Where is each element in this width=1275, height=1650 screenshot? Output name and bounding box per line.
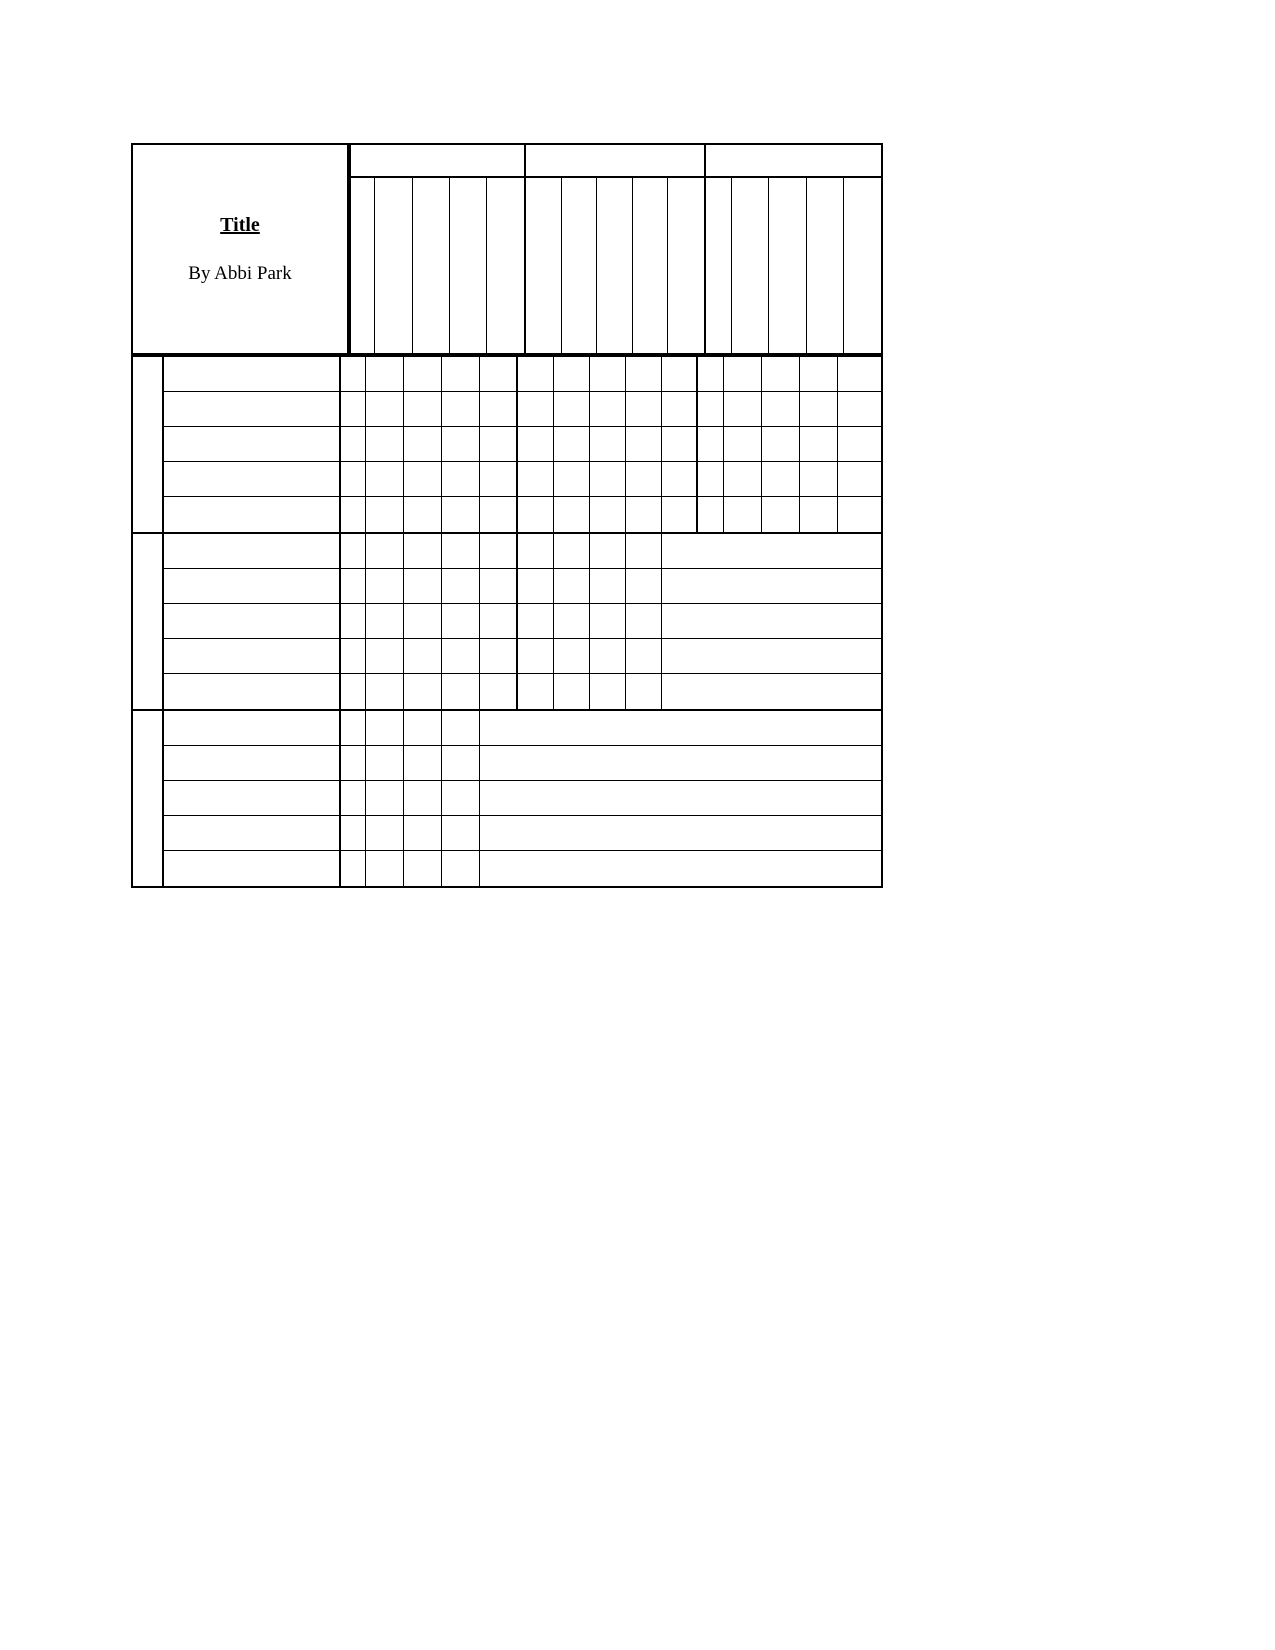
cell[interactable] [366,711,404,745]
cell[interactable] [404,746,442,780]
row-cellgroup-1 [341,746,518,780]
subcolumn-block-1 [349,178,526,355]
cell[interactable] [518,427,554,461]
row-cellgroup-1 [341,462,518,496]
cell[interactable] [480,711,514,745]
row-cellgroup-1 [341,497,518,532]
row-cellgroup-3 [698,392,875,426]
cell[interactable] [518,569,554,603]
cell[interactable] [800,497,838,532]
row-label[interactable] [164,604,341,638]
cell[interactable] [838,497,871,532]
subcolumn-3-5[interactable] [844,178,881,353]
cell[interactable] [404,674,442,709]
table-row[interactable] [164,462,881,497]
cell[interactable] [626,534,662,568]
cell[interactable] [341,674,366,709]
cell[interactable] [404,604,442,638]
cell[interactable] [366,357,404,391]
section-2-side-label[interactable] [133,534,164,709]
cell[interactable] [442,746,480,780]
cell[interactable] [590,604,626,638]
row-cellgroup-3 [698,357,875,391]
row-cellgroup-2 [518,604,698,638]
cell[interactable] [366,604,404,638]
cell[interactable] [480,674,514,709]
cell[interactable] [800,357,838,391]
cell[interactable] [626,392,662,426]
table-row[interactable] [164,357,881,392]
cell[interactable] [341,392,366,426]
cell[interactable] [442,427,480,461]
group-header-strip [349,143,883,178]
cell[interactable] [724,392,762,426]
cell[interactable] [341,746,366,780]
cell[interactable] [442,569,480,603]
cell[interactable] [626,674,662,709]
row-label[interactable] [164,746,341,780]
section-1-side-label[interactable] [133,357,164,532]
cell[interactable] [366,569,404,603]
cell[interactable] [442,357,480,391]
cell[interactable] [626,604,662,638]
cell[interactable] [341,497,366,532]
cell[interactable] [724,427,762,461]
table-section-2 [131,534,883,711]
row-cellgroup-1 [341,604,518,638]
cell[interactable] [480,746,514,780]
cell[interactable] [590,497,626,532]
cell[interactable] [480,427,514,461]
cell[interactable] [590,534,626,568]
cell[interactable] [341,639,366,673]
table-row[interactable] [164,534,881,569]
cell[interactable] [480,392,514,426]
row-label[interactable] [164,427,341,461]
row-label[interactable] [164,462,341,496]
row-cellgroup-1 [341,392,518,426]
cell[interactable] [762,497,800,532]
cell[interactable] [590,357,626,391]
author-byline: By Abbi Park [188,262,292,284]
cell[interactable] [341,462,366,496]
cell[interactable] [554,427,590,461]
cell[interactable] [341,534,366,568]
cell[interactable] [366,497,404,532]
cell[interactable] [518,357,554,391]
row-label[interactable] [164,781,341,815]
table-row[interactable] [164,816,881,851]
cell[interactable] [480,851,514,886]
table-row[interactable] [164,639,881,674]
cell[interactable] [404,534,442,568]
cell[interactable] [480,569,514,603]
cell[interactable] [518,534,554,568]
cell[interactable] [800,392,838,426]
cell[interactable] [341,357,366,391]
table-row[interactable] [164,711,881,746]
cell[interactable] [590,462,626,496]
cell[interactable] [404,639,442,673]
cell[interactable] [404,781,442,815]
subcolumn-2-5[interactable] [668,178,704,353]
cell[interactable] [662,497,694,532]
cell[interactable] [341,569,366,603]
cell[interactable] [554,604,590,638]
cell[interactable] [762,462,800,496]
cell[interactable] [838,392,871,426]
subcolumn-block-2 [526,178,706,355]
cell[interactable] [442,534,480,568]
cell[interactable] [518,462,554,496]
cell[interactable] [554,357,590,391]
group-header-3[interactable] [706,143,883,178]
row-cellgroup-3 [698,497,875,532]
cell[interactable] [404,462,442,496]
row-cellgroup-2 [518,674,698,709]
cell[interactable] [366,462,404,496]
subcolumn-3-3[interactable] [769,178,807,353]
cell[interactable] [662,462,694,496]
cell[interactable] [366,639,404,673]
cell[interactable] [724,497,762,532]
row-label[interactable] [164,357,341,391]
cell[interactable] [838,427,871,461]
group-header-2[interactable] [526,143,706,178]
table-section-1 [131,355,883,534]
subcolumn-2-2[interactable] [562,178,598,353]
table-row[interactable] [164,427,881,462]
cell[interactable] [590,674,626,709]
cell[interactable] [724,357,762,391]
row-cellgroup-2 [518,497,698,532]
table-row[interactable] [164,569,881,604]
row-cellgroup-3 [698,462,875,496]
cell[interactable] [662,604,694,638]
row-label[interactable] [164,711,341,745]
row-label[interactable] [164,639,341,673]
cell[interactable] [698,427,724,461]
cell[interactable] [662,534,694,568]
row-cellgroup-1 [341,851,518,886]
cell[interactable] [442,851,480,886]
cell[interactable] [762,392,800,426]
cell[interactable] [366,851,404,886]
cell[interactable] [480,604,514,638]
subcolumn-3-4[interactable] [807,178,845,353]
cell[interactable] [662,674,694,709]
table-section-3 [131,711,883,888]
cell[interactable] [480,639,514,673]
row-cellgroup-2 [518,427,698,461]
cell[interactable] [366,427,404,461]
cell[interactable] [480,497,514,532]
cell[interactable] [341,427,366,461]
subcolumn-2-3[interactable] [597,178,633,353]
section-3-side-label[interactable] [133,711,164,886]
row-cellgroup-1 [341,816,518,850]
cell[interactable] [698,462,724,496]
table-row[interactable] [164,604,881,639]
table-header-band [131,143,883,355]
cell[interactable] [442,462,480,496]
cell[interactable] [341,711,366,745]
cell[interactable] [662,427,694,461]
row-cellgroup-1 [341,711,518,745]
cell[interactable] [518,674,554,709]
cell[interactable] [554,569,590,603]
cell[interactable] [662,569,694,603]
cell[interactable] [662,639,694,673]
worksheet-table [131,143,883,888]
cell[interactable] [442,816,480,850]
row-label[interactable] [164,392,341,426]
subcolumn-2-1[interactable] [526,178,562,353]
cell[interactable] [554,534,590,568]
cell[interactable] [366,746,404,780]
cell[interactable] [626,639,662,673]
row-cellgroup-1 [341,427,518,461]
cell[interactable] [404,392,442,426]
cell[interactable] [838,462,871,496]
cell[interactable] [366,392,404,426]
section-3-rows [164,711,881,886]
subcolumn-1-2[interactable] [375,178,412,353]
cell[interactable] [800,427,838,461]
title-cell [131,143,349,355]
cell[interactable] [662,392,694,426]
cell[interactable] [626,497,662,532]
cell[interactable] [366,816,404,850]
cell[interactable] [480,357,514,391]
subcolumn-1-3[interactable] [413,178,450,353]
cell[interactable] [554,462,590,496]
cell[interactable] [724,462,762,496]
cell[interactable] [554,392,590,426]
cell[interactable] [626,462,662,496]
cell[interactable] [590,569,626,603]
column-groups [349,143,883,355]
subcolumn-1-1[interactable] [351,178,375,353]
cell[interactable] [366,534,404,568]
subcolumn-block-3 [706,178,883,355]
row-cellgroup-2 [518,569,698,603]
cell[interactable] [442,604,480,638]
row-label[interactable] [164,674,341,709]
row-cellgroup-1 [341,569,518,603]
row-cellgroup-1 [341,674,518,709]
cell[interactable] [404,427,442,461]
subcolumn-1-4[interactable] [450,178,487,353]
cell[interactable] [626,427,662,461]
cell[interactable] [518,604,554,638]
row-cellgroup-1 [341,639,518,673]
subcolumn-1-5[interactable] [487,178,524,353]
row-cellgroup-1 [341,781,518,815]
row-label[interactable] [164,534,341,568]
cell[interactable] [590,639,626,673]
cell[interactable] [404,816,442,850]
cell[interactable] [518,392,554,426]
cell[interactable] [762,427,800,461]
cell[interactable] [366,674,404,709]
cell[interactable] [480,781,514,815]
subcolumn-header-strip [349,178,883,355]
row-label[interactable] [164,569,341,603]
cell[interactable] [366,781,404,815]
cell[interactable] [341,816,366,850]
row-cellgroup-2 [518,357,698,391]
cell[interactable] [554,497,590,532]
cell[interactable] [404,497,442,532]
table-row[interactable] [164,851,881,886]
row-label[interactable] [164,851,341,886]
cell[interactable] [442,497,480,532]
cell[interactable] [518,639,554,673]
cell[interactable] [554,639,590,673]
table-row[interactable] [164,746,881,781]
cell[interactable] [442,639,480,673]
cell[interactable] [341,781,366,815]
cell[interactable] [590,392,626,426]
row-cellgroup-2 [518,462,698,496]
cell[interactable] [698,497,724,532]
cell[interactable] [626,569,662,603]
row-cellgroup-2 [518,392,698,426]
section-1-rows [164,357,881,532]
cell[interactable] [762,357,800,391]
page-title: Title [220,213,260,236]
subcolumn-2-4[interactable] [633,178,669,353]
cell[interactable] [662,357,694,391]
cell[interactable] [838,357,871,391]
cell[interactable] [698,392,724,426]
subcolumn-3-1[interactable] [706,178,732,353]
cell[interactable] [404,711,442,745]
table-row[interactable] [164,674,881,709]
table-row[interactable] [164,392,881,427]
cell[interactable] [554,674,590,709]
cell[interactable] [404,851,442,886]
section-2-rows [164,534,881,709]
row-label[interactable] [164,497,341,532]
cell[interactable] [341,851,366,886]
table-row[interactable] [164,497,881,532]
cell[interactable] [480,816,514,850]
row-cellgroup-2 [518,534,698,568]
cell[interactable] [698,357,724,391]
cell[interactable] [442,392,480,426]
cell[interactable] [404,569,442,603]
cell[interactable] [518,497,554,532]
cell[interactable] [590,427,626,461]
cell[interactable] [442,711,480,745]
row-cellgroup-3 [698,427,875,461]
table-row[interactable] [164,781,881,816]
group-header-1[interactable] [349,143,526,178]
row-cellgroup-2 [518,639,698,673]
cell[interactable] [442,674,480,709]
cell[interactable] [480,534,514,568]
cell[interactable] [341,604,366,638]
row-cellgroup-1 [341,534,518,568]
row-label[interactable] [164,816,341,850]
cell[interactable] [442,781,480,815]
cell[interactable] [480,462,514,496]
cell[interactable] [800,462,838,496]
subcolumn-3-2[interactable] [732,178,770,353]
cell[interactable] [626,357,662,391]
cell[interactable] [404,357,442,391]
row-cellgroup-1 [341,357,518,391]
